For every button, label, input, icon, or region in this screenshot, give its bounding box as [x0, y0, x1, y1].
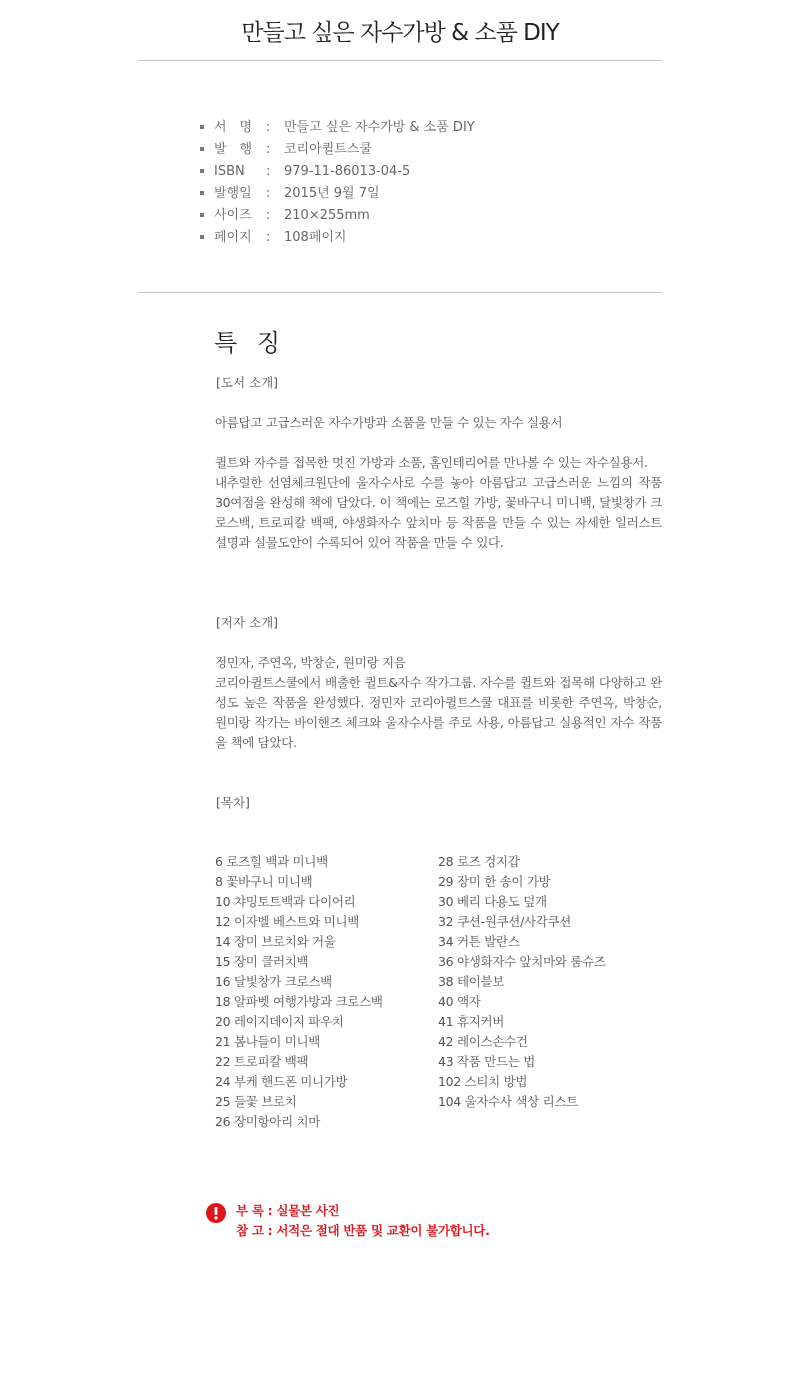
toc-item: 16 달빛창가 크로스백 [215, 974, 332, 989]
divider-top [138, 60, 662, 61]
toc-item: 18 알파벳 여행가방과 크로스백 [215, 994, 383, 1009]
notice-appendix: 부 록 : 실물본 사진 [236, 1203, 340, 1218]
info-row [200, 117, 475, 139]
bullet-icon [200, 213, 204, 217]
info-label: 서 명 [214, 120, 253, 135]
author-body: 코리아퀼트스쿨에서 배출한 퀼트&자수 작가그룹. 자수를 퀼트와 접목해 다양하고 완성도 높은 작품을 완성했다. 정민자 코리아퀼트스쿨 대표를 비롯한 주연옥, 박창순, 원미랑 작가는 바이핸즈 체크와 울자수사를 주로 사용, 아름답고 실용적인 자수 작품을 책에 담았다. [215, 675, 662, 750]
toc-item: 8 꽃바구니 미니백 [215, 874, 313, 889]
bullet-icon [200, 125, 204, 129]
info-colon: : [266, 208, 271, 223]
toc-item: 34 커튼 발란스 [438, 934, 520, 949]
info-label: ISBN [214, 164, 245, 179]
bullet-icon [200, 147, 204, 151]
toc-item: 104 울자수사 색상 리스트 [438, 1094, 578, 1109]
info-label: 발 행 [214, 142, 253, 157]
toc-item: 22 트로피칼 백팩 [215, 1054, 309, 1069]
info-row [200, 139, 475, 161]
info-row [200, 227, 475, 249]
toc-item: 102 스티치 방법 [438, 1074, 528, 1089]
toc-item: 28 로즈 겅지갑 [438, 854, 520, 869]
info-colon: : [266, 142, 271, 157]
toc-item: 20 레이지데이지 파우치 [215, 1014, 344, 1029]
page-title: 만들고 싶은 자수가방 & 소품 DIY [241, 20, 559, 46]
info-colon: : [266, 164, 271, 179]
toc-item: 21 봄나들이 미니백 [215, 1034, 321, 1049]
divider-middle [138, 292, 662, 293]
toc-item: 38 테이블보 [438, 974, 505, 989]
info-value: 108페이지 [284, 230, 347, 245]
info-row [200, 183, 475, 205]
toc-heading: [목차] [216, 795, 250, 810]
toc-item: 40 액자 [438, 994, 481, 1009]
info-value: 2015년 9월 7일 [284, 186, 380, 201]
info-value: 979-11-86013-04-5 [284, 164, 411, 179]
toc-item: 6 로즈힐 백과 미니백 [215, 854, 328, 869]
toc-item: 36 야생화자수 앞치마와 룸슈즈 [438, 954, 606, 969]
intro-heading: [도서 소개] [216, 375, 279, 390]
info-value: 210×255mm [284, 208, 370, 223]
toc-item: 15 장미 클러치백 [215, 954, 309, 969]
toc-right-column [438, 852, 606, 1112]
toc-item: 25 들꽃 브로치 [215, 1094, 297, 1109]
toc-item: 29 장미 한 송이 가방 [438, 874, 551, 889]
bullet-icon [200, 191, 204, 195]
info-colon: : [266, 230, 271, 245]
toc-item: 14 장미 브로치와 거울 [215, 934, 336, 949]
info-label: 사이즈 [214, 208, 252, 223]
exclamation-icon [206, 1203, 226, 1223]
toc-item: 26 장미항아리 치마 [215, 1114, 321, 1129]
intro-body: 내추럴한 선염체크원단에 울자수사로 수를 놓아 아름답고 고급스러운 느낌의 작품 30여점을 완성해 책에 담았다. 이 책에는 로즈힐 가방, 꽃바구니 미니백, 달빛창가 크로스백, 트로피칼 백팩, 야생화자수 앞치마 등 작품을 만들 수 있는 자세한 일러스트 설명과 실물도안이 수록되어 있어 작품을 만들 수 있다. [215, 475, 662, 550]
toc-item: 41 휴지커버 [438, 1014, 505, 1029]
features-title: 특 징 [214, 329, 286, 357]
info-row [200, 161, 475, 183]
toc-left-column [215, 852, 383, 1132]
intro-line1: 퀼트와 자수를 접목한 멋진 가방과 소품, 홈인테리어를 만나볼 수 있는 자수실용서. [215, 455, 648, 470]
bullet-icon [200, 169, 204, 173]
toc-item: 24 부케 핸드폰 미니가방 [215, 1074, 348, 1089]
info-value: 코리아퀼트스쿨 [284, 142, 372, 157]
info-colon: : [266, 186, 271, 201]
toc-item: 12 이자벨 베스트와 미니백 [215, 914, 360, 929]
info-colon: : [266, 120, 271, 135]
toc-item: 43 작품 만드는 법 [438, 1054, 535, 1069]
book-info-list [200, 117, 475, 249]
notice-note: 참 고 : 서적은 절대 반품 및 교환이 불가합니다. [236, 1223, 490, 1238]
toc-item: 10 챠밍토트백과 다이어리 [215, 894, 356, 909]
info-value: 만들고 싶은 자수가방 & 소품 DIY [284, 120, 475, 135]
info-label: 페이지 [214, 230, 252, 245]
toc-item: 42 레이스손수건 [438, 1034, 528, 1049]
bullet-icon [200, 235, 204, 239]
info-label: 발행일 [214, 186, 252, 201]
toc-item: 30 베리 다용도 덮개 [438, 894, 547, 909]
info-row [200, 205, 475, 227]
author-names: 정민자, 주연옥, 박창순, 원미랑 지음 [215, 655, 406, 670]
toc-item: 32 쿠션-원쿠션/사각쿠션 [438, 914, 572, 929]
author-heading: [저자 소개] [216, 615, 279, 630]
intro-lead: 아름답고 고급스러운 자수가방과 소품을 만들 수 있는 자수 실용서 [215, 415, 563, 430]
